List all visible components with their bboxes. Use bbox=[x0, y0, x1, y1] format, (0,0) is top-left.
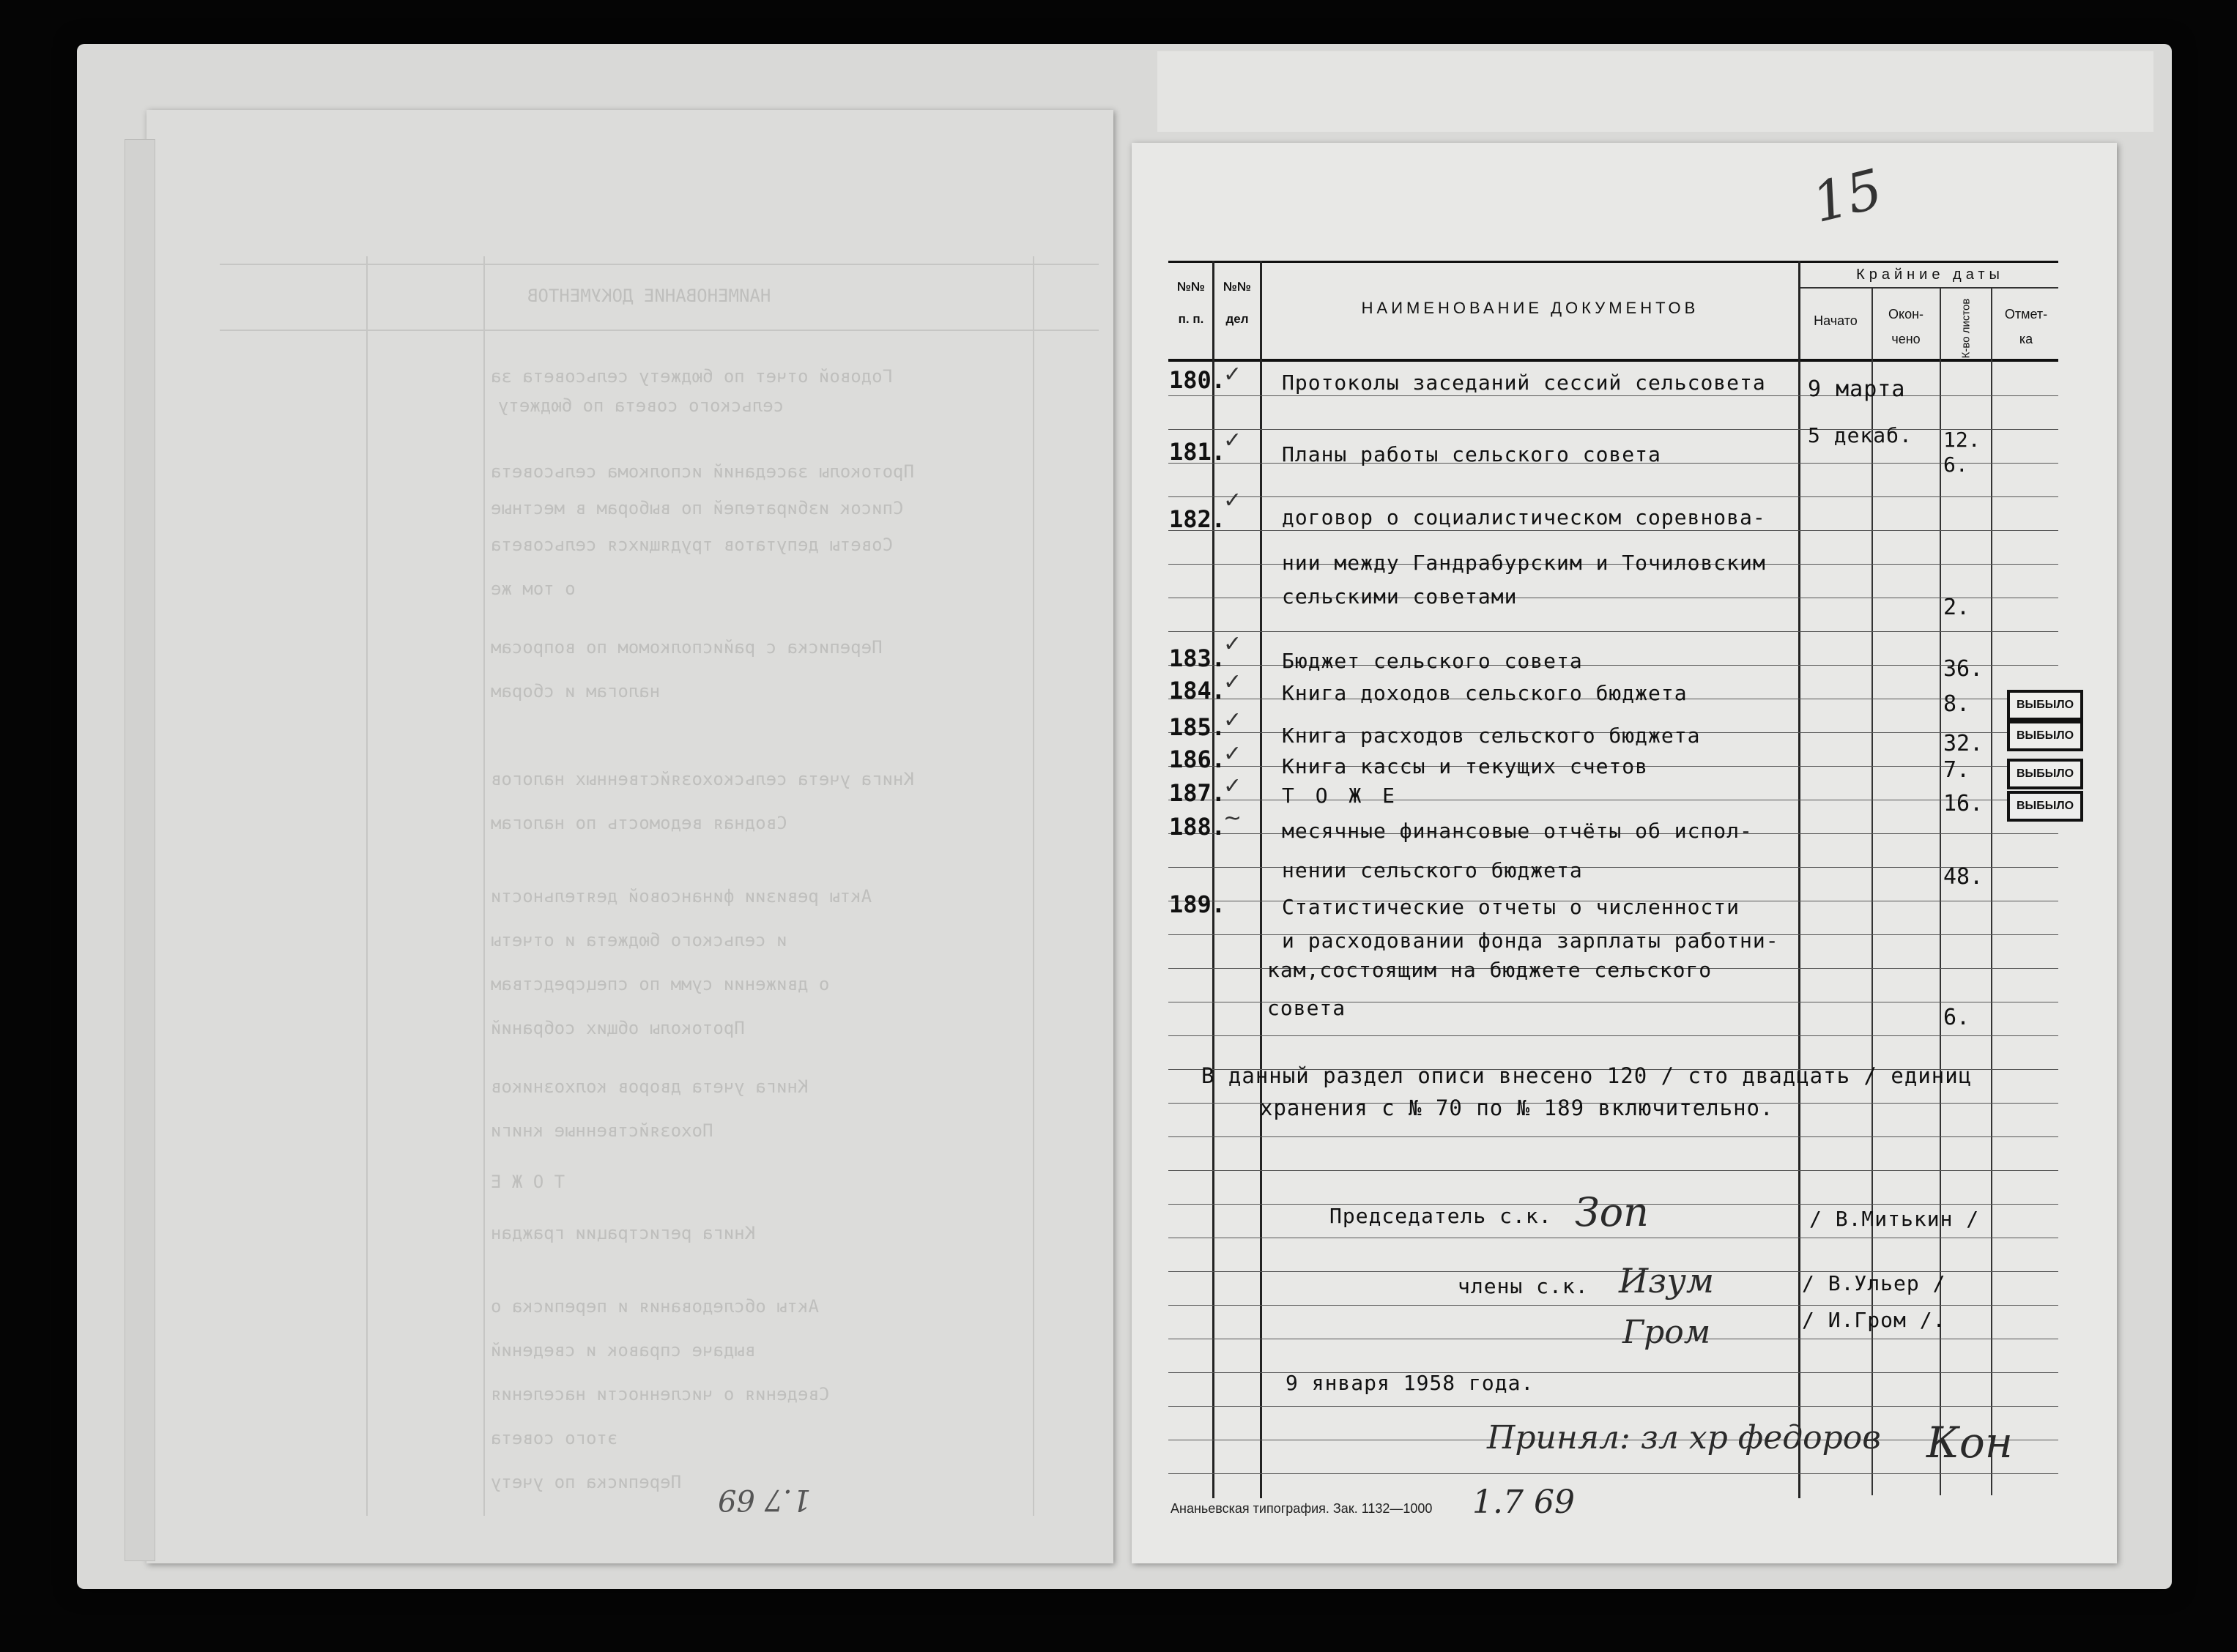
ruled-line bbox=[1168, 496, 2058, 497]
header-dates-group: Крайние даты bbox=[1856, 267, 2004, 283]
ruled-line bbox=[1168, 429, 2058, 430]
header-col-end: Окон- чено bbox=[1888, 307, 1924, 346]
header-col-start: Начато bbox=[1814, 313, 1858, 328]
row-title: Протоколы заседаний сессий сельсовета bbox=[1282, 371, 1766, 395]
folio-number: 15 bbox=[1806, 157, 1889, 236]
row-title: месячные финансовые отчёты об испол- bbox=[1282, 819, 1753, 843]
row-title: совета bbox=[1267, 996, 1346, 1020]
folder-tab bbox=[1157, 51, 2153, 132]
row-title: Т О Ж Е bbox=[1282, 784, 1400, 808]
col-sep-title bbox=[1798, 261, 1800, 1498]
member-signature-2: Гром bbox=[1622, 1314, 1711, 1351]
row-number: 189. bbox=[1169, 890, 1226, 918]
chair-signature: Зоп bbox=[1575, 1189, 1649, 1235]
row-sheet-count: 8. bbox=[1943, 691, 1970, 717]
row-sheet-count: 16. bbox=[1943, 791, 1984, 816]
row-number: 188. bbox=[1169, 813, 1226, 841]
row-sheet-count: 2. bbox=[1943, 595, 1970, 620]
header-col-num: №№ п. п. bbox=[1177, 280, 1205, 326]
summary-line-2: хранения с № 70 по № 189 включительно. bbox=[1260, 1095, 1774, 1120]
checkmark-icon: ✓ bbox=[1223, 707, 1242, 733]
members-label: члены с.к. bbox=[1458, 1274, 1589, 1298]
left-page-hand-note: 1.7 69 bbox=[718, 1483, 812, 1517]
withdrawn-stamp: ВЫБЫЛО bbox=[2007, 721, 2083, 751]
ruled-line bbox=[1168, 1170, 2058, 1171]
row-title: Книга кассы и текущих счетов bbox=[1282, 754, 1649, 778]
ruled-line bbox=[1168, 631, 2058, 632]
summary-line-1: В данный раздел описи внесено 120 / сто двадцать / единиц bbox=[1201, 1063, 1973, 1088]
row-title: кам,состоящим на бюджете сельского bbox=[1267, 958, 1713, 982]
ruled-line bbox=[1168, 1406, 2058, 1407]
header-col-note: Отмет- ка bbox=[2004, 307, 2048, 346]
printer-imprint: Ананьевская типография. Зак. 1132—1000 bbox=[1171, 1501, 1433, 1516]
header-col-title: НАИМЕНОВАНИЕ ДОКУМЕНТОВ bbox=[1361, 299, 1699, 317]
row-start-date: 5 декаб. bbox=[1808, 423, 1913, 447]
ruled-line bbox=[1168, 530, 2058, 531]
row-sheet-count: 6. bbox=[1943, 1005, 1970, 1030]
table-top-border bbox=[1168, 261, 2058, 263]
ruled-line bbox=[1168, 1305, 2058, 1306]
row-title: Бюджет сельского совета bbox=[1282, 649, 1583, 673]
member-name-2: / И.Гром /. bbox=[1802, 1308, 1946, 1332]
row-number: 187. bbox=[1169, 779, 1226, 807]
row-sheet-count: 48. bbox=[1943, 864, 1984, 890]
ruled-line bbox=[1168, 395, 2058, 396]
member-name-1: / В.Ульер / bbox=[1802, 1271, 1946, 1295]
checkmark-icon: ✓ bbox=[1223, 773, 1242, 799]
row-sheet-count: 7. bbox=[1943, 757, 1970, 783]
accepted-signature: Кон bbox=[1926, 1418, 2014, 1467]
chair-name: / В.Митькин / bbox=[1809, 1207, 1980, 1231]
withdrawn-stamp: ВЫБЫЛО bbox=[2007, 791, 2083, 822]
row-number: 184. bbox=[1169, 677, 1226, 704]
row-number: 180. bbox=[1169, 366, 1226, 394]
ruled-line bbox=[1168, 1473, 2058, 1474]
row-title: Книга расходов сельского бюджета bbox=[1282, 723, 1701, 748]
member-signature-1: Изум bbox=[1619, 1261, 1715, 1301]
col-sep-sheets bbox=[1991, 287, 1992, 1495]
row-title: и расходовании фонда зарплаты работни- bbox=[1282, 929, 1779, 953]
checkmark-icon: ✓ bbox=[1223, 631, 1242, 657]
row-number: 186. bbox=[1169, 745, 1226, 773]
row-title: сельскими советами bbox=[1282, 584, 1518, 609]
checkmark-icon: ✓ bbox=[1223, 428, 1242, 453]
row-number: 183. bbox=[1169, 644, 1226, 672]
withdrawn-stamp: ВЫБЫЛО bbox=[2007, 759, 2083, 789]
row-number: 185. bbox=[1169, 713, 1226, 741]
footer-hand-note: 1.7 69 bbox=[1472, 1484, 1575, 1521]
row-sheet-count: 36. bbox=[1943, 656, 1984, 682]
col-sep-case bbox=[1260, 261, 1262, 1498]
checkmark-icon: ✓ bbox=[1223, 362, 1242, 387]
row-start-date: 9 марта bbox=[1808, 376, 1906, 402]
accepted-by: Принял: зл хр федоров bbox=[1487, 1419, 1881, 1456]
document-date: 9 января 1958 года. bbox=[1286, 1371, 1535, 1395]
header-bottom-border bbox=[1168, 359, 2058, 362]
ruled-line bbox=[1168, 1035, 2058, 1036]
row-title: Статистические отчеты о численности bbox=[1282, 895, 1740, 919]
header-col-case: №№ дел bbox=[1223, 280, 1251, 326]
checkmark-icon: ✓ bbox=[1223, 669, 1242, 695]
row-title: нии между Гандрабурским и Точиловским bbox=[1282, 551, 1766, 575]
row-number: 181. bbox=[1169, 438, 1226, 466]
row-title: нении сельского бюджета bbox=[1282, 858, 1583, 882]
checkmark-icon: ~ bbox=[1223, 805, 1242, 831]
row-title: Планы работы сельского совета bbox=[1282, 442, 1661, 466]
checkmark-icon: ✓ bbox=[1223, 488, 1242, 513]
ruled-line bbox=[1168, 1136, 2058, 1137]
row-number: 182. bbox=[1169, 505, 1226, 533]
row-title: договор о социалистическом соревнова- bbox=[1282, 505, 1766, 529]
checkmark-icon: ✓ bbox=[1223, 741, 1242, 767]
row-title: Книга доходов сельского бюджета bbox=[1282, 681, 1688, 705]
row-sheet-count: 12. 6. bbox=[1943, 428, 1981, 477]
row-sheet-count: 32. bbox=[1943, 731, 1984, 756]
withdrawn-stamp: ВЫБЫЛО bbox=[2007, 690, 2083, 721]
left-page: НАИМЕНОВАНИЕ ДОКУМЕНТОВ Годовой отчет по бюджету сельсовета за сельского совета по бюджету Протоколы заседаний исполкома сельсовета Список избирателей по выборам в местные Советы депутатов трудящихся сельсовета о том же Переписка с райисполкомом по вопросам налогам и сборам Книга учета сельскохозяйственных налогов Сводная ведомость по налогам Акты ревизии финансовой деятельности и сельского бюджета и отчеты о движении сумм по спецсредствам Протоколы общих собраний Книга учета дворов колхозников Похозяйственные книги Т О Ж Е Книга регистрации граждан Акты обследования и переписка о выдаче справок и сведений Сведения о численности населения этого совета Переписка по учету 1.7 69 bbox=[146, 110, 1113, 1563]
chair-label: Председатель с.к. bbox=[1329, 1204, 1552, 1228]
header-col-sheets: К-во листов bbox=[1959, 298, 1973, 359]
